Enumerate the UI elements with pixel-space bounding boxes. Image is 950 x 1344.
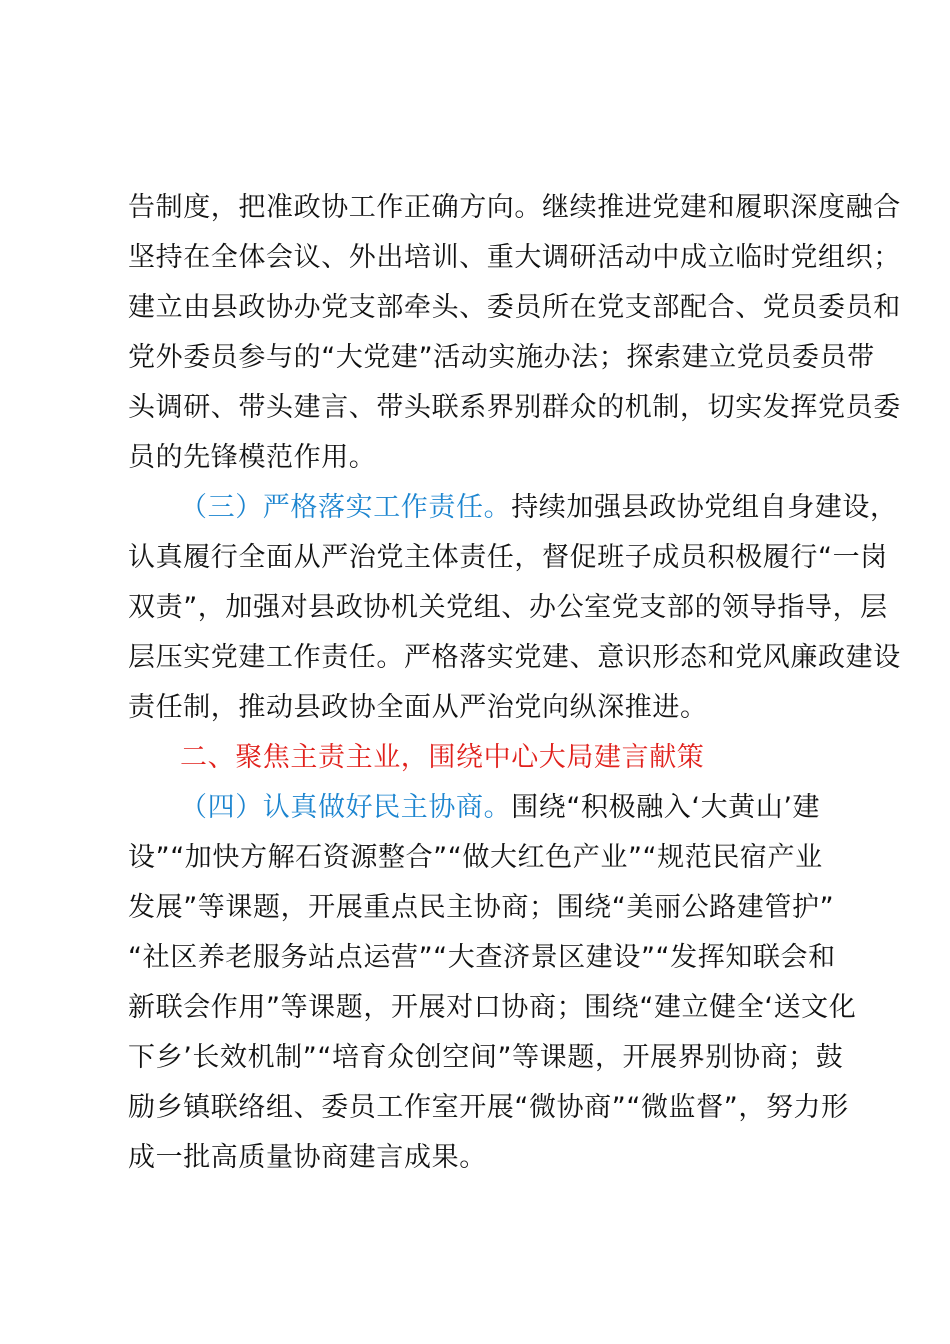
text-line: 坚持在全体会议、外出培训、重大调研活动中成立临时党组织； <box>128 242 901 273</box>
paragraph-responsibility <box>128 483 901 733</box>
text-line: 成一批高质量协商建言成果。 <box>128 1142 487 1173</box>
text-line: 党外委员参与的“大党建”活动实施办法；探索建立党员委员带 <box>128 342 875 373</box>
document-body <box>128 183 901 1183</box>
text-line: 告制度，把准政协工作正确方向。继续推进党建和履职深度融合 <box>128 192 901 223</box>
text-line: 层压实党建工作责任。严格落实党建、意识形态和党风廉政建设 <box>128 642 901 673</box>
text-line: 新联会作用”等课题，开展对口协商；围绕“建立健全‘送文化 <box>128 992 857 1023</box>
text-line <box>128 783 844 833</box>
text-line: 下乡’长效机制”“培育众创空间”等课题，开展界别协商；鼓 <box>128 1042 844 1073</box>
text-line: 头调研、带头建言、带头联系界别群众的机制，切实发挥党员委 <box>128 392 901 423</box>
text-line: 员的先锋模范作用。 <box>128 442 377 473</box>
subheading-responsibility: （三）严格落实工作责任。 <box>180 492 512 523</box>
text-line: “社区养老服务站点运营”“大查济景区建设”“发挥知联会和 <box>128 942 836 973</box>
text-line: 建立由县政协办党支部牵头、委员所在党支部配合、党员委员和 <box>128 292 901 323</box>
text-line: 认真履行全面从严治党主体责任，督促班子成员积极履行“一岗 <box>128 542 888 573</box>
paragraph-consultation <box>128 783 857 1183</box>
text-line <box>128 483 898 533</box>
text-line: 双责”，加强对县政协机关党组、办公室党支部的领导指导，层 <box>128 592 888 623</box>
text-line: 责任制，推动县政协全面从严治党向纵深推进。 <box>128 692 708 723</box>
subheading-consultation: （四）认真做好民主协商。 <box>180 792 512 823</box>
text-line: 励乡镇联络组、委员工作室开展“微协商”“微监督”，努力形 <box>128 1092 849 1123</box>
text-segment: 持续加强县政协党组自身建设， <box>511 492 898 523</box>
paragraph-party-building <box>128 183 901 483</box>
text-segment: 围绕“积极融入‘大黄山’建 <box>511 792 821 823</box>
text-line: 发展”等课题，开展重点民主协商；围绕“美丽公路建管护” <box>128 892 835 923</box>
section-heading: 二、聚焦主责主业，围绕中心大局建言献策 <box>180 742 705 773</box>
text-line: 设”“加快方解石资源整合”“做大红色产业”“规范民宿产业 <box>128 842 823 873</box>
